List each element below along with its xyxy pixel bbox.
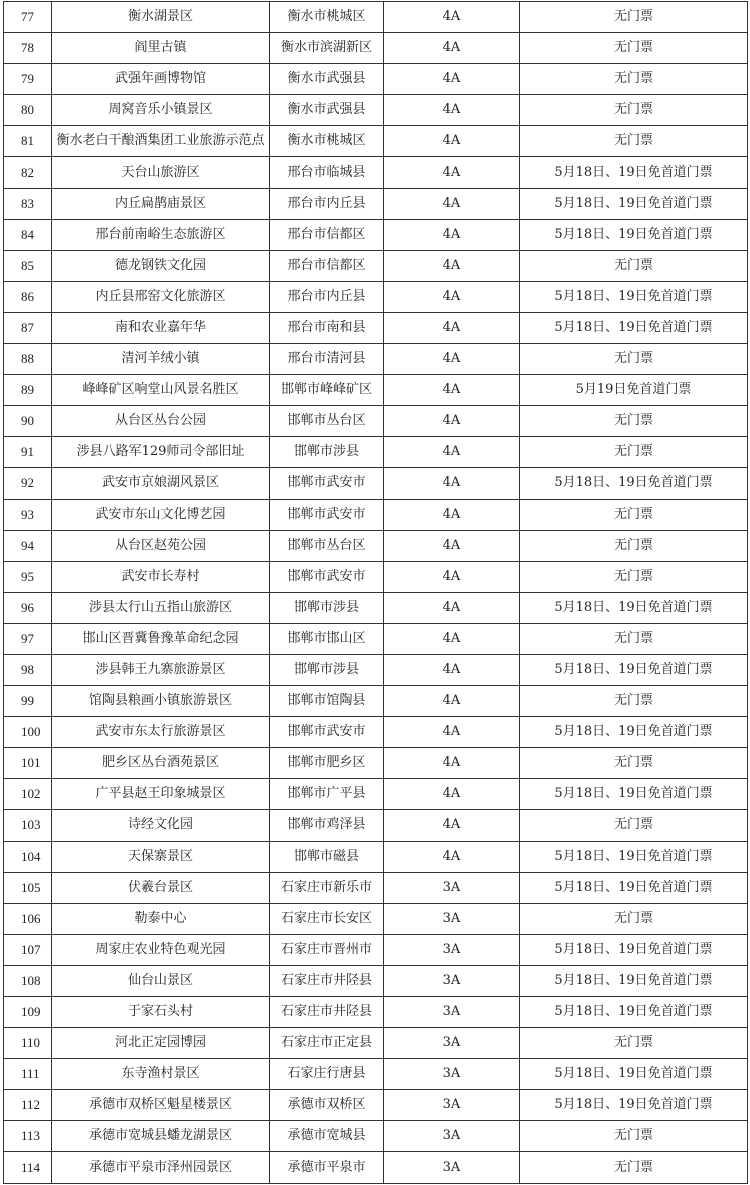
location-cell: 邯郸市鸡泽县 — [270, 810, 384, 841]
scenic-spot-name-cell: 武安市东山文化博艺园 — [52, 499, 270, 530]
row-number-cell: 77 — [4, 2, 52, 33]
location-cell: 邢台市南和县 — [270, 312, 384, 343]
scenic-spot-name-cell: 衡水老白干酿酒集团工业旅游示范点 — [52, 126, 270, 157]
row-number-cell: 83 — [4, 188, 52, 219]
table-row — [4, 934, 748, 965]
row-number-cell: 101 — [4, 748, 52, 779]
scenic-spot-name-cell: 承德市双桥区魁星楼景区 — [52, 1090, 270, 1121]
ticket-policy-cell: 无门票 — [520, 250, 748, 281]
table-row — [4, 188, 748, 219]
grade-cell: 4A — [384, 64, 520, 95]
scenic-spot-name-cell: 诗经文化园 — [52, 810, 270, 841]
table-row — [4, 406, 748, 437]
grade-cell: 4A — [384, 312, 520, 343]
grade-cell: 4A — [384, 810, 520, 841]
grade-cell: 3A — [384, 903, 520, 934]
ticket-policy-cell: 5月18日、19日免首道门票 — [520, 872, 748, 903]
ticket-policy-cell: 无门票 — [520, 1028, 748, 1059]
table-row — [4, 841, 748, 872]
ticket-policy-cell: 无门票 — [520, 1121, 748, 1152]
scenic-spot-name-cell: 从台区丛台公园 — [52, 406, 270, 437]
grade-cell: 4A — [384, 219, 520, 250]
grade-cell: 4A — [384, 623, 520, 654]
table-row — [4, 561, 748, 592]
table-row — [4, 530, 748, 561]
location-cell: 石家庄市晋州市 — [270, 934, 384, 965]
ticket-policy-cell: 5月19日免首道门票 — [520, 375, 748, 406]
row-number-cell: 99 — [4, 686, 52, 717]
ticket-policy-cell: 无门票 — [520, 33, 748, 64]
location-cell: 邯郸市丛台区 — [270, 406, 384, 437]
ticket-policy-cell: 无门票 — [520, 64, 748, 95]
location-cell: 邯郸市广平县 — [270, 779, 384, 810]
ticket-policy-cell: 无门票 — [520, 95, 748, 126]
location-cell: 邢台市清河县 — [270, 344, 384, 375]
scenic-spot-name-cell: 清河羊绒小镇 — [52, 344, 270, 375]
table-row — [4, 686, 748, 717]
location-cell: 承德市双桥区 — [270, 1090, 384, 1121]
grade-cell: 4A — [384, 468, 520, 499]
grade-cell: 4A — [384, 779, 520, 810]
table-row — [4, 64, 748, 95]
grade-cell: 3A — [384, 1059, 520, 1090]
ticket-policy-cell: 5月18日、19日免首道门票 — [520, 965, 748, 996]
ticket-policy-cell: 5月18日、19日免首道门票 — [520, 219, 748, 250]
location-cell: 石家庄行唐县 — [270, 1059, 384, 1090]
location-cell: 衡水市桃城区 — [270, 126, 384, 157]
row-number-cell: 78 — [4, 33, 52, 64]
location-cell: 邯郸市肥乡区 — [270, 748, 384, 779]
grade-cell: 4A — [384, 33, 520, 64]
grade-cell: 4A — [384, 748, 520, 779]
location-cell: 石家庄市正定县 — [270, 1028, 384, 1059]
scenic-spot-name-cell: 邯山区晋冀鲁豫革命纪念园 — [52, 623, 270, 654]
location-cell: 衡水市桃城区 — [270, 2, 384, 33]
table-row — [4, 312, 748, 343]
ticket-policy-cell: 无门票 — [520, 810, 748, 841]
row-number-cell: 114 — [4, 1152, 52, 1183]
table-row — [4, 997, 748, 1028]
scenic-spot-name-cell: 伏羲台景区 — [52, 872, 270, 903]
row-number-cell: 107 — [4, 934, 52, 965]
ticket-policy-cell: 5月18日、19日免首道门票 — [520, 717, 748, 748]
grade-cell: 4A — [384, 592, 520, 623]
location-cell: 邢台市内丘县 — [270, 188, 384, 219]
table-row — [4, 810, 748, 841]
location-cell: 邢台市内丘县 — [270, 281, 384, 312]
row-number-cell: 84 — [4, 219, 52, 250]
location-cell: 邢台市临城县 — [270, 157, 384, 188]
grade-cell: 4A — [384, 841, 520, 872]
location-cell: 衡水市武强县 — [270, 64, 384, 95]
row-number-cell: 89 — [4, 375, 52, 406]
row-number-cell: 106 — [4, 903, 52, 934]
scenic-spot-name-cell: 天保寨景区 — [52, 841, 270, 872]
ticket-policy-cell: 5月18日、19日免首道门票 — [520, 997, 748, 1028]
scenic-spot-name-cell: 广平县赵王印象城景区 — [52, 779, 270, 810]
grade-cell: 4A — [384, 157, 520, 188]
grade-cell: 3A — [384, 1090, 520, 1121]
scenic-spot-name-cell: 武安市东太行旅游景区 — [52, 717, 270, 748]
location-cell: 邯郸市武安市 — [270, 468, 384, 499]
grade-cell: 3A — [384, 934, 520, 965]
scenic-spot-name-cell: 衡水湖景区 — [52, 2, 270, 33]
row-number-cell: 105 — [4, 872, 52, 903]
table-row — [4, 592, 748, 623]
grade-cell: 4A — [384, 126, 520, 157]
scenic-spot-name-cell: 周家庄农业特色观光园 — [52, 934, 270, 965]
ticket-policy-cell: 5月18日、19日免首道门票 — [520, 1090, 748, 1121]
table-row — [4, 1059, 748, 1090]
row-number-cell: 82 — [4, 157, 52, 188]
ticket-policy-cell: 5月18日、19日免首道门票 — [520, 157, 748, 188]
grade-cell: 4A — [384, 375, 520, 406]
scenic-spot-name-cell: 武安市京娘湖风景区 — [52, 468, 270, 499]
row-number-cell: 112 — [4, 1090, 52, 1121]
scenic-spot-name-cell: 周窝音乐小镇景区 — [52, 95, 270, 126]
scenic-spot-name-cell: 仙台山景区 — [52, 965, 270, 996]
grade-cell: 3A — [384, 965, 520, 996]
row-number-cell: 102 — [4, 779, 52, 810]
location-cell: 石家庄市井陉县 — [270, 965, 384, 996]
grade-cell: 3A — [384, 1028, 520, 1059]
table-row — [4, 748, 748, 779]
location-cell: 衡水市武强县 — [270, 95, 384, 126]
ticket-policy-cell: 无门票 — [520, 126, 748, 157]
location-cell: 邯郸市武安市 — [270, 717, 384, 748]
row-number-cell: 86 — [4, 281, 52, 312]
grade-cell: 4A — [384, 561, 520, 592]
scenic-spot-name-cell: 南和农业嘉年华 — [52, 312, 270, 343]
row-number-cell: 104 — [4, 841, 52, 872]
table-row — [4, 281, 748, 312]
table-row — [4, 157, 748, 188]
row-number-cell: 88 — [4, 344, 52, 375]
row-number-cell: 92 — [4, 468, 52, 499]
grade-cell: 3A — [384, 997, 520, 1028]
scenic-spot-name-cell: 涉县八路军129师司令部旧址 — [52, 437, 270, 468]
location-cell: 衡水市滨湖新区 — [270, 33, 384, 64]
grade-cell: 4A — [384, 188, 520, 219]
row-number-cell: 95 — [4, 561, 52, 592]
table-row — [4, 1028, 748, 1059]
table-row — [4, 95, 748, 126]
grade-cell: 4A — [384, 437, 520, 468]
ticket-policy-cell: 无门票 — [520, 748, 748, 779]
table-row — [4, 2, 748, 33]
table-row — [4, 1152, 748, 1183]
scenic-spot-name-cell: 内丘县邢窑文化旅游区 — [52, 281, 270, 312]
grade-cell: 4A — [384, 250, 520, 281]
table-row — [4, 654, 748, 685]
ticket-policy-cell: 无门票 — [520, 406, 748, 437]
scenic-spot-name-cell: 武安市长寿村 — [52, 561, 270, 592]
scenic-spot-name-cell: 内丘扁鹊庙景区 — [52, 188, 270, 219]
row-number-cell: 81 — [4, 126, 52, 157]
ticket-policy-cell: 无门票 — [520, 437, 748, 468]
ticket-policy-cell: 无门票 — [520, 1152, 748, 1183]
row-number-cell: 80 — [4, 95, 52, 126]
grade-cell: 3A — [384, 1121, 520, 1152]
ticket-policy-cell: 5月18日、19日免首道门票 — [520, 841, 748, 872]
grade-cell: 4A — [384, 654, 520, 685]
row-number-cell: 96 — [4, 592, 52, 623]
row-number-cell: 109 — [4, 997, 52, 1028]
scenic-spot-name-cell: 涉县太行山五指山旅游区 — [52, 592, 270, 623]
grade-cell: 4A — [384, 281, 520, 312]
grade-cell: 3A — [384, 1152, 520, 1183]
location-cell: 邯郸市涉县 — [270, 437, 384, 468]
row-number-cell: 87 — [4, 312, 52, 343]
scenic-spot-name-cell: 肥乡区丛台酒苑景区 — [52, 748, 270, 779]
ticket-policy-cell: 5月18日、19日免首道门票 — [520, 188, 748, 219]
scenic-spot-name-cell: 勒泰中心 — [52, 903, 270, 934]
scenic-spot-name-cell: 武强年画博物馆 — [52, 64, 270, 95]
table-row — [4, 1121, 748, 1152]
table-row — [4, 250, 748, 281]
table-row — [4, 965, 748, 996]
location-cell: 石家庄市长安区 — [270, 903, 384, 934]
ticket-policy-cell: 无门票 — [520, 623, 748, 654]
row-number-cell: 100 — [4, 717, 52, 748]
scenic-spot-name-cell: 峰峰矿区响堂山风景名胜区 — [52, 375, 270, 406]
table-row — [4, 344, 748, 375]
location-cell: 邯郸市武安市 — [270, 561, 384, 592]
ticket-policy-cell: 无门票 — [520, 530, 748, 561]
location-cell: 邢台市信都区 — [270, 250, 384, 281]
ticket-policy-cell: 无门票 — [520, 686, 748, 717]
row-number-cell: 108 — [4, 965, 52, 996]
row-number-cell: 97 — [4, 623, 52, 654]
ticket-policy-cell: 无门票 — [520, 903, 748, 934]
row-number-cell: 103 — [4, 810, 52, 841]
location-cell: 邯郸市邯山区 — [270, 623, 384, 654]
table-row — [4, 1090, 748, 1121]
grade-cell: 4A — [384, 95, 520, 126]
table-row — [4, 437, 748, 468]
grade-cell: 4A — [384, 406, 520, 437]
scenic-spot-name-cell: 河北正定园博园 — [52, 1028, 270, 1059]
scenic-spot-name-cell: 馆陶县粮画小镇旅游景区 — [52, 686, 270, 717]
scenic-spot-table — [3, 1, 748, 1184]
scenic-spot-name-cell: 承德市平泉市泽州园景区 — [52, 1152, 270, 1183]
ticket-policy-cell: 无门票 — [520, 2, 748, 33]
location-cell: 承德市平泉市 — [270, 1152, 384, 1183]
location-cell: 邯郸市涉县 — [270, 592, 384, 623]
ticket-policy-cell: 5月18日、19日免首道门票 — [520, 1059, 748, 1090]
row-number-cell: 85 — [4, 250, 52, 281]
scenic-spot-name-cell: 于家石头村 — [52, 997, 270, 1028]
table-row — [4, 623, 748, 654]
table-row — [4, 126, 748, 157]
ticket-policy-cell: 5月18日、19日免首道门票 — [520, 281, 748, 312]
table-row — [4, 499, 748, 530]
row-number-cell: 90 — [4, 406, 52, 437]
ticket-policy-cell: 无门票 — [520, 561, 748, 592]
scenic-spot-name-cell: 邢台前南峪生态旅游区 — [52, 219, 270, 250]
row-number-cell: 93 — [4, 499, 52, 530]
scenic-spot-name-cell: 承德市宽城县蟠龙湖景区 — [52, 1121, 270, 1152]
grade-cell: 4A — [384, 499, 520, 530]
ticket-policy-cell: 5月18日、19日免首道门票 — [520, 312, 748, 343]
table-body — [4, 2, 748, 1184]
table-row — [4, 779, 748, 810]
location-cell: 邢台市信都区 — [270, 219, 384, 250]
table-row — [4, 375, 748, 406]
scenic-spot-name-cell: 德龙钢铁文化园 — [52, 250, 270, 281]
scenic-spot-name-cell: 天台山旅游区 — [52, 157, 270, 188]
row-number-cell: 113 — [4, 1121, 52, 1152]
table-row — [4, 219, 748, 250]
ticket-policy-cell: 无门票 — [520, 499, 748, 530]
location-cell: 邯郸市武安市 — [270, 499, 384, 530]
table-row — [4, 33, 748, 64]
row-number-cell: 110 — [4, 1028, 52, 1059]
location-cell: 邯郸市丛台区 — [270, 530, 384, 561]
location-cell: 邯郸市磁县 — [270, 841, 384, 872]
ticket-policy-cell: 无门票 — [520, 344, 748, 375]
grade-cell: 4A — [384, 2, 520, 33]
row-number-cell: 94 — [4, 530, 52, 561]
table-row — [4, 468, 748, 499]
ticket-policy-cell: 5月18日、19日免首道门票 — [520, 779, 748, 810]
row-number-cell: 79 — [4, 64, 52, 95]
grade-cell: 4A — [384, 686, 520, 717]
scenic-spot-name-cell: 从台区赵苑公园 — [52, 530, 270, 561]
scenic-spot-name-cell: 涉县韩王九寨旅游景区 — [52, 654, 270, 685]
location-cell: 石家庄市井陉县 — [270, 997, 384, 1028]
scenic-spot-name-cell: 阎里古镇 — [52, 33, 270, 64]
scenic-spot-name-cell: 东寺渔村景区 — [52, 1059, 270, 1090]
ticket-policy-cell: 5月18日、19日免首道门票 — [520, 468, 748, 499]
location-cell: 承德市宽城县 — [270, 1121, 384, 1152]
table-row — [4, 872, 748, 903]
ticket-policy-cell: 5月18日、19日免首道门票 — [520, 592, 748, 623]
row-number-cell: 91 — [4, 437, 52, 468]
location-cell: 邯郸市峰峰矿区 — [270, 375, 384, 406]
table-row — [4, 903, 748, 934]
location-cell: 邯郸市涉县 — [270, 654, 384, 685]
location-cell: 邯郸市馆陶县 — [270, 686, 384, 717]
table-row — [4, 717, 748, 748]
row-number-cell: 111 — [4, 1059, 52, 1090]
grade-cell: 3A — [384, 872, 520, 903]
location-cell: 石家庄市新乐市 — [270, 872, 384, 903]
grade-cell: 4A — [384, 344, 520, 375]
grade-cell: 4A — [384, 717, 520, 748]
grade-cell: 4A — [384, 530, 520, 561]
ticket-policy-cell: 5月18日、19日免首道门票 — [520, 654, 748, 685]
row-number-cell: 98 — [4, 654, 52, 685]
ticket-policy-cell: 5月18日、19日免首道门票 — [520, 934, 748, 965]
